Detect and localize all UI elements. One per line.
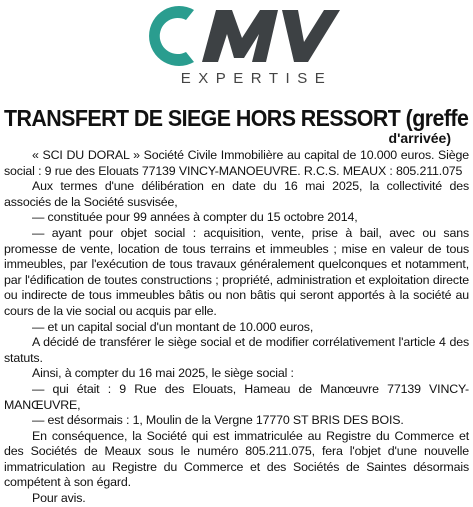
notice-body bbox=[4, 148, 469, 507]
notice-paragraph: A décidé de transférer le siège social et de modifier corrélativement l'article 4 des statuts. bbox=[4, 335, 469, 365]
notice-paragraph: Pour avis. bbox=[32, 491, 86, 506]
notice-paragraph: — et un capital social d'un montant de 10.000 euros, bbox=[32, 319, 314, 334]
notice-paragraph: En conséquence, la Société qui est immatriculée au Registre du Commerce et des Sociétés de Meaux sous le numéro 805.211.075, fera l'objet d'une nouvelle immatriculation au Registre du Commerce et des Sociétés de Saintes désormais compétent à son égard. bbox=[4, 428, 469, 490]
notice-title: TRANSFERT DE SIEGE HORS RESSORT (greffe bbox=[4, 105, 469, 131]
cmv-logo-mark bbox=[132, 0, 342, 72]
notice-paragraph: « SCI DU DORAL » Société Civile Immobilière au capital de 10.000 euros. Siège social : 9 rue des Elouats 77139 VINCY-MANOEUVRE. R.C.S. MEAUX : 805.211.075 bbox=[4, 148, 469, 178]
notice-subtitle: d'arrivée) bbox=[388, 130, 451, 146]
notice-paragraph: — ayant pour objet social : acquisition, vente, prise à bail, avec ou sans promesse de vente, location de tous terrains et immeubles ; mise en valeur de tous immeubles, par l'exécution de tous travaux généralement quelconques et notamment, par l'édification de toutes constructions ; propriété, administration et exploitation directe ou indirecte de tous immeubles bâtis ou non bâtis qui seront apportés à la société au cours de la vie social ou acquis par elle. bbox=[4, 225, 469, 318]
notice-paragraph: — qui était : 9 Rue des Elouats, Hameau de Manœuvre 77139 VINCY-MANŒUVRE, bbox=[4, 381, 469, 412]
notice-paragraph: — est désormais : 1, Moulin de la Vergne 17770 ST BRIS DES BOIS. bbox=[32, 413, 404, 428]
cmv-logo bbox=[0, 0, 473, 92]
notice-paragraph: Ainsi, à compter du 16 mai 2025, le siège social : bbox=[32, 366, 294, 381]
notice-paragraph: Aux termes d'une délibération en date du 16 mai 2025, la collectivité des associés de la Société susvisée, bbox=[4, 179, 469, 209]
notice-paragraph: — constituée pour 99 années à compter du 15 octobre 2014, bbox=[32, 210, 358, 225]
logo-tagline: EXPERTISE bbox=[180, 70, 333, 87]
